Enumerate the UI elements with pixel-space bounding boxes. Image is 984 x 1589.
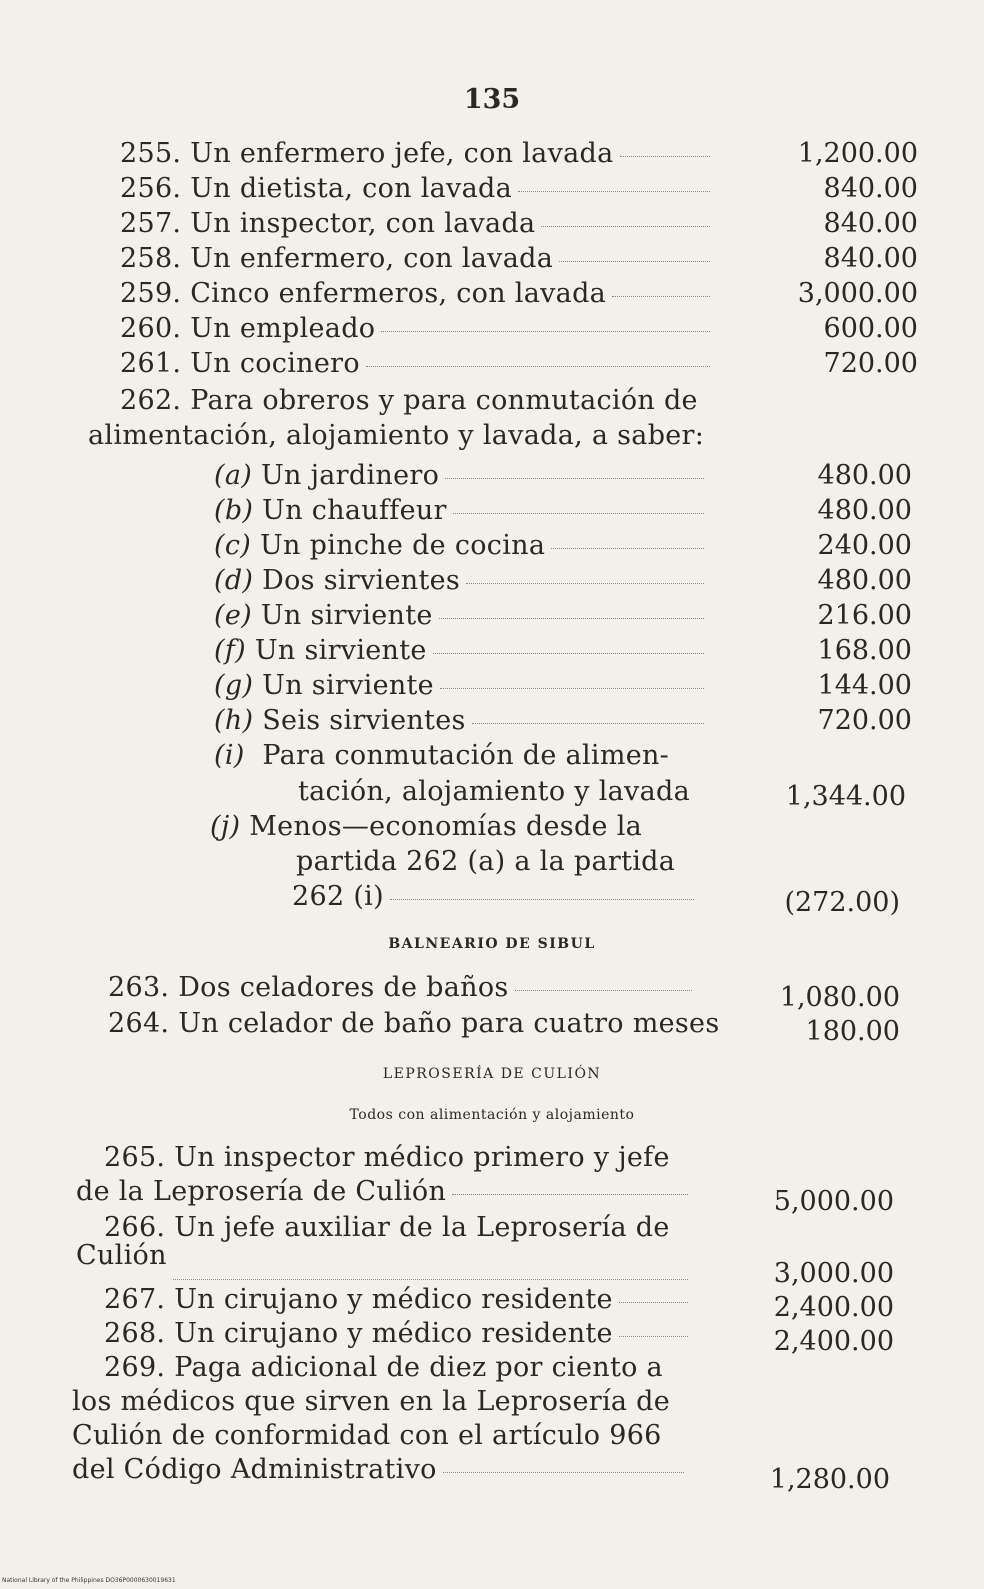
item-label: 256. Un dietista, con lavada	[120, 173, 512, 204]
item-amount: 3,000.00	[797, 278, 918, 309]
item-label: 267. Un cirujano y médico residente	[104, 1284, 613, 1315]
section-heading-sibul: BALNEARIO DE SIBUL	[388, 936, 596, 952]
item-257	[120, 208, 710, 239]
item-amount: 840.00	[823, 243, 918, 274]
item-260	[120, 313, 710, 344]
subitem-text: Un sirviente	[254, 635, 427, 666]
item-label: 268. Un cirujano y médico residente	[104, 1318, 613, 1349]
subitem-amount: 216.00	[817, 600, 912, 631]
item-269-line3: Culión de conformidad con el artículo 966	[72, 1420, 662, 1451]
subitem-text: Menos—economías desde la	[249, 811, 643, 842]
subitem-letter: (b)	[214, 495, 254, 526]
item-label: 263. Dos celadores de baños	[108, 972, 509, 1003]
item-label: 258. Un enfermero, con lavada	[120, 243, 554, 274]
item-263	[108, 972, 692, 1003]
subitem-amount: 480.00	[817, 495, 912, 526]
subitem-h	[214, 705, 704, 736]
item-268	[104, 1318, 688, 1349]
subitem-text: Para conmutación de alimen-	[262, 740, 670, 771]
subitem-b	[214, 495, 704, 526]
item-label: Culión	[76, 1240, 167, 1271]
dot-leader	[559, 261, 710, 262]
item-label: 264. Un celador de baño para cuatro meses	[108, 1008, 720, 1039]
dot-leader	[453, 513, 704, 514]
dot-leader	[445, 478, 704, 479]
subitem-j-line1	[210, 811, 642, 842]
item-amount: 3,000.00	[773, 1258, 894, 1289]
item-269-line1: 269. Paga adicional de diez por ciento a	[104, 1352, 663, 1383]
subitem-letter: (d)	[214, 565, 254, 596]
item-264	[108, 1008, 719, 1039]
subitem-g	[214, 670, 704, 701]
dot-leader	[551, 548, 704, 549]
item-262-line2: alimentación, alojamiento y lavada, a saber:	[88, 420, 705, 451]
item-amount: 1,280.00	[769, 1464, 890, 1495]
dot-leader	[619, 1336, 688, 1337]
item-amount: 720.00	[823, 348, 918, 379]
subitem-amount: (272.00)	[784, 887, 900, 918]
item-amount: 600.00	[823, 313, 918, 344]
item-label: 261. Un cocinero	[120, 348, 360, 379]
subitem-amount: 480.00	[817, 565, 912, 596]
subitem-amount: 168.00	[817, 635, 912, 666]
item-amount: 5,000.00	[773, 1186, 894, 1217]
page-number: 135	[463, 84, 521, 115]
section-heading-culion: LEPROSERÍA DE CULIÓN	[382, 1066, 602, 1082]
item-amount: 180.00	[805, 1016, 900, 1047]
subitem-text: Un chauffeur	[262, 495, 447, 526]
subitem-letter: (a)	[214, 460, 253, 491]
item-label: de la Leprosería de Culión	[76, 1176, 447, 1207]
item-label: 255. Un enfermero jefe, con lavada	[120, 138, 614, 169]
dot-leader	[173, 1279, 688, 1280]
item-258	[120, 243, 710, 274]
item-266-line2	[76, 1240, 688, 1271]
item-269-line4	[72, 1454, 684, 1485]
subitem-e	[214, 600, 704, 631]
item-label: 260. Un empleado	[120, 313, 376, 344]
subitem-letter: (j)	[210, 811, 241, 842]
dot-leader	[366, 366, 710, 367]
scan-footer: National Library of the Philippines DO36P0000630019631	[2, 1577, 176, 1584]
item-259	[120, 278, 710, 309]
subitem-letter: (f)	[214, 635, 246, 666]
item-266-line1: 266. Un jefe auxiliar de la Leprosería de	[104, 1212, 670, 1243]
dot-leader	[541, 226, 710, 227]
subitem-d	[214, 565, 704, 596]
item-262-line1: 262. Para obreros y para conmutación de	[120, 385, 698, 416]
subitem-amount: 240.00	[817, 530, 912, 561]
item-label: del Código Administrativo	[72, 1454, 437, 1485]
subitem-text: Un sirviente	[260, 600, 433, 631]
item-265-line1: 265. Un inspector médico primero y jefe	[104, 1142, 670, 1173]
dot-leader	[381, 331, 710, 332]
subitem-letter: (i)	[214, 740, 245, 771]
subitem-i-line2: tación, alojamiento y lavada	[298, 776, 690, 807]
subitem-letter: (g)	[214, 670, 254, 701]
subitem-text: 262 (i)	[292, 881, 384, 912]
item-255	[120, 138, 710, 169]
subitem-f	[214, 635, 704, 666]
dot-leader	[620, 156, 711, 157]
item-269-line2: los médicos que sirven en la Leprosería de	[72, 1386, 671, 1417]
item-label: 257. Un inspector, con lavada	[120, 208, 536, 239]
item-267	[104, 1284, 688, 1315]
dot-leader	[443, 1472, 684, 1473]
subitem-text: Un jardinero	[260, 460, 440, 491]
dot-leader	[472, 723, 704, 724]
subitem-letter: (e)	[214, 600, 252, 631]
dot-leader	[515, 990, 692, 991]
subitem-amount: 1,344.00	[785, 781, 906, 812]
section-subheading: Todos con alimentación y alojamiento	[349, 1107, 635, 1123]
subitem-j-line2: partida 262 (a) a la partida	[296, 846, 676, 877]
dot-leader	[452, 1194, 688, 1195]
item-amount: 1,080.00	[779, 982, 900, 1013]
subitem-text: Seis sirvientes	[262, 705, 466, 736]
dot-leader	[439, 618, 704, 619]
subitem-c	[214, 530, 704, 561]
item-amount: 2,400.00	[773, 1292, 894, 1323]
item-amount: 840.00	[823, 208, 918, 239]
subitem-amount: 720.00	[817, 705, 912, 736]
subitem-j-line3	[292, 881, 694, 912]
item-256	[120, 173, 710, 204]
dot-leader	[612, 296, 710, 297]
dot-leader	[440, 688, 704, 689]
subitem-i-line1	[214, 740, 669, 771]
subitem-amount: 144.00	[817, 670, 912, 701]
subitem-letter: (h)	[214, 705, 254, 736]
subitem-a	[214, 460, 704, 491]
dot-leader	[619, 1302, 688, 1303]
dot-leader	[518, 191, 710, 192]
subitem-amount: 480.00	[817, 460, 912, 491]
item-amount: 840.00	[823, 173, 918, 204]
item-265-line2	[76, 1176, 688, 1207]
dot-leader	[433, 653, 704, 654]
subitem-letter: (c)	[214, 530, 252, 561]
item-amount: 1,200.00	[797, 138, 918, 169]
item-amount: 2,400.00	[773, 1326, 894, 1357]
subitem-text: Dos sirvientes	[262, 565, 461, 596]
dot-leader	[466, 583, 704, 584]
item-label: 259. Cinco enfermeros, con lavada	[120, 278, 607, 309]
subitem-text: Un pinche de cocina	[259, 530, 546, 561]
dot-leader	[390, 899, 694, 900]
subitem-text: Un sirviente	[262, 670, 434, 701]
item-261	[120, 348, 710, 379]
